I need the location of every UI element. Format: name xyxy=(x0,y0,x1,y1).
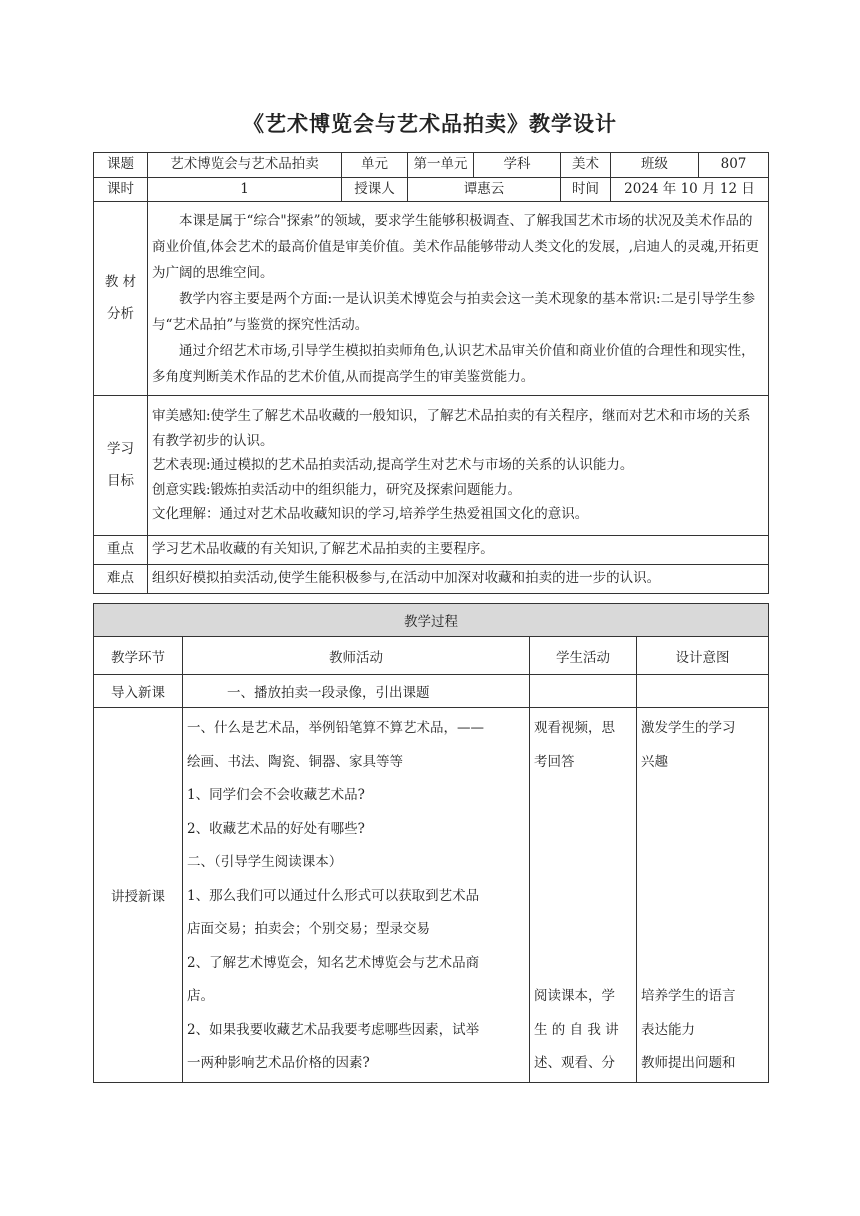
intent-line xyxy=(641,779,764,813)
analysis-row xyxy=(94,202,769,396)
analysis-paragraph: 本课是属于“综合"探索”的领域，要求学生能够积极调查、了解我国艺术市场的状况及美术作品的商业价值,体会艺术的最高价值是审美价值。美术作品能够带动人类文化的发展，,启迪人的灵魂,开拓更为广阔的思维空间。 xyxy=(152,212,759,281)
key-point-row xyxy=(94,536,769,565)
analysis-paragraph: 教学内容主要是两个方面:一是认识美术博览会与拍卖会这一美术现象的基本常识:二是引导学生参与“艺术品拍”与鉴赏的探究性活动。 xyxy=(152,290,756,333)
lesson-info-table xyxy=(93,152,769,594)
teacher-line: 2、如果我要收藏艺术品我要考虑哪些因素，试举 xyxy=(187,1021,480,1038)
goals-row xyxy=(94,396,769,536)
student-line: 生 的 自 我 讲 xyxy=(534,1021,619,1038)
label-subject: 学科 xyxy=(474,153,561,178)
intent-line xyxy=(641,947,764,981)
label-teacher: 授课人 xyxy=(342,177,408,202)
teacher-line: 店。 xyxy=(187,988,214,1004)
intent-line xyxy=(641,846,764,880)
student-line: 述、观看、分 xyxy=(534,1055,615,1071)
intent-line: 教师提出问题和 xyxy=(641,1055,736,1071)
intro-teacher-activity: 一、播放拍卖一段录像，引出课题 xyxy=(183,675,530,708)
difficulty-label: 难点 xyxy=(94,565,148,594)
value-teacher: 谭惠云 xyxy=(408,177,561,202)
document-title: 《艺术博览会与艺术品拍卖》教学设计 xyxy=(243,112,617,136)
teacher-line: 1、同学们会不会收藏艺术品? xyxy=(187,787,365,803)
col-stage: 教学环节 xyxy=(94,637,183,675)
teacher-line: 二、（引导学生阅读课本） xyxy=(187,854,343,870)
value-subject: 美术 xyxy=(561,153,611,178)
teacher-line: 一两种影响艺术品价格的因素? xyxy=(187,1055,370,1071)
intro-row xyxy=(94,675,769,708)
col-student-activity: 学生活动 xyxy=(530,637,637,675)
process-header: 教学过程 xyxy=(94,604,769,637)
value-periods: 1 xyxy=(148,177,342,202)
analysis-paragraph: 通过介绍艺术市场,引导学生模拟拍卖师角色,认识艺术品审关价值和商业价值的合理性和现实性，多角度判断美术作品的艺术价值,从而提高学生的审美鉴赏能力。 xyxy=(152,342,755,385)
process-columns-row xyxy=(94,637,769,675)
teacher-line: 店面交易；拍卖会；个别交易；型录交易 xyxy=(187,921,430,937)
student-line xyxy=(534,813,632,847)
info-row-2 xyxy=(94,177,769,202)
lesson-student-activity xyxy=(530,708,637,1083)
difficulty-text: 组织好模拟拍卖活动,使学生能积极参与,在活动中加深对收藏和拍卖的进一步的认识。 xyxy=(148,565,769,594)
lesson-row xyxy=(94,708,769,1083)
key-point-text: 学习艺术品收藏的有关知识,了解艺术品拍卖的主要程序。 xyxy=(148,536,769,565)
student-line: 观看视频，思 xyxy=(534,720,615,736)
label-time: 时间 xyxy=(561,177,611,202)
intent-line: 兴趣 xyxy=(641,753,668,770)
student-line xyxy=(534,846,632,880)
teacher-line: 2、收藏艺术品的好处有哪些? xyxy=(187,820,365,837)
key-point-label: 重点 xyxy=(94,536,148,565)
teaching-process-table xyxy=(93,603,769,1083)
student-line xyxy=(534,880,632,914)
student-line: 阅读课本，学 xyxy=(534,988,615,1004)
col-teacher-activity: 教师活动 xyxy=(183,637,530,675)
lesson-teacher-activity xyxy=(183,708,530,1083)
goal-line: 文化理解：通过对艺术品收藏知识的学习,培养学生热爱祖国文化的意识。 xyxy=(152,506,589,523)
goals-label xyxy=(94,396,148,536)
goals-content xyxy=(148,396,769,536)
teacher-line: 1、那么我们可以通过什么形式可以获取到艺术品 xyxy=(187,887,480,904)
lesson-design-intent xyxy=(637,708,769,1083)
label-unit: 单元 xyxy=(342,153,408,178)
intro-design-intent xyxy=(637,675,769,708)
goals-label-line-1: 学习 xyxy=(107,441,134,457)
analysis-label-line-2: 分析 xyxy=(107,305,134,322)
label-topic: 课题 xyxy=(94,153,148,178)
intent-line xyxy=(641,913,764,947)
goals-label-line-2: 目标 xyxy=(107,472,134,489)
student-line: 考回答 xyxy=(534,753,575,770)
value-unit: 第一单元 xyxy=(408,153,474,178)
value-class: 807 xyxy=(699,153,769,178)
teacher-line: 2、了解艺术博览会，知名艺术博览会与艺术品商 xyxy=(187,954,480,971)
intent-line: 表达能力 xyxy=(641,1021,695,1038)
col-design-intent: 设计意图 xyxy=(637,637,769,675)
intent-line xyxy=(641,813,764,847)
goal-line: 创意实践:锻炼拍卖活动中的组织能力，研究及探索问题能力。 xyxy=(152,481,522,498)
difficulty-row xyxy=(94,565,769,594)
analysis-label-line-1: 教 材 xyxy=(104,274,137,290)
goal-line: 审美感知:使学生了解艺术品收藏的一般知识，了解艺术品拍卖的有关程序，继而对艺术和市场的关系有教学初步的认识。 xyxy=(152,408,751,449)
student-line xyxy=(534,947,632,981)
analysis-content xyxy=(148,202,769,396)
info-row-1 xyxy=(94,153,769,178)
value-topic: 艺术博览会与艺术品拍卖 xyxy=(148,153,342,178)
teacher-line: 绘画、书法、陶瓷、铜器、家具等等 xyxy=(187,753,403,770)
intro-student-activity xyxy=(530,675,637,708)
intent-line: 培养学生的语言 xyxy=(641,988,736,1004)
intent-line xyxy=(641,880,764,914)
value-time: 2024 年 10 月 12 日 xyxy=(611,177,769,202)
intent-line: 激发学生的学习 xyxy=(641,720,736,736)
student-line xyxy=(534,779,632,813)
teacher-line: 一、什么是艺术品，举例铅笔算不算艺术品，—— xyxy=(187,720,484,736)
intro-stage: 导入新课 xyxy=(94,675,183,708)
student-line xyxy=(534,913,632,947)
label-periods: 课时 xyxy=(94,177,148,202)
label-class: 班级 xyxy=(611,153,699,178)
process-header-row xyxy=(94,604,769,637)
goal-line: 艺术表现:通过模拟的艺术品拍卖活动,提高学生对艺术与市场的关系的认识能力。 xyxy=(152,457,634,474)
analysis-label xyxy=(94,202,148,396)
lesson-stage: 讲授新课 xyxy=(94,708,183,1083)
